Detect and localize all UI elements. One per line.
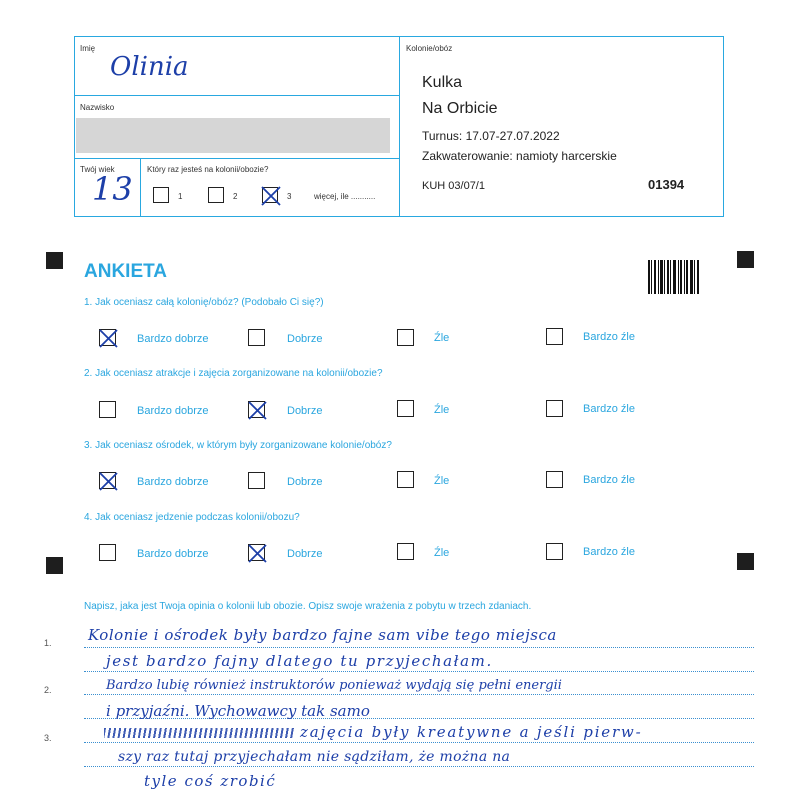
q3-checkbox-bardzo-dobrze[interactable] <box>99 472 116 489</box>
q3-label-bardzo-zle: Bardzo źle <box>583 474 635 486</box>
name-divider <box>74 95 400 96</box>
check-mark-icon <box>246 542 269 565</box>
q2-label-dobrze: Dobrze <box>287 405 323 417</box>
question-2: 2. Jak oceniasz atrakcje i zajęcia zorganizowane na kolonii/obozie? <box>84 368 383 379</box>
q2-checkbox-zle[interactable] <box>397 400 414 417</box>
corner-marker-bottom-right <box>737 553 754 570</box>
q3-label-zle: Źle <box>434 475 450 487</box>
question-1: 1. Jak oceniasz całą kolonię/obóz? (Podobało Ci się?) <box>84 297 324 308</box>
q2-checkbox-dobrze[interactable] <box>248 401 265 418</box>
corner-marker-top-right <box>737 251 754 268</box>
times-question: Który raz jesteś na kolonii/obozie? <box>147 165 269 174</box>
writing-line-2 <box>84 671 754 672</box>
q1-label-dobrze: Dobrze <box>287 333 323 345</box>
writing-line-3 <box>84 694 754 695</box>
q4-label-bardzo-dobrze: Bardzo dobrze <box>137 548 209 560</box>
q4-checkbox-bardzo-zle[interactable] <box>546 543 563 560</box>
handwritten-line-4: i przyjaźni. Wychowawcy tak samo <box>106 702 370 720</box>
writing-line-6 <box>84 766 754 767</box>
q1-checkbox-dobrze[interactable] <box>248 329 265 346</box>
q1-label-zle: Źle <box>434 332 450 344</box>
check-mark-icon <box>246 399 269 422</box>
q2-label-zle: Źle <box>434 404 450 416</box>
camp-name-1: Kulka <box>422 74 463 91</box>
name-value: Olinia <box>110 52 189 82</box>
handwritten-line-2: jest bardzo fajny dlatego tu przyjechałam. <box>106 652 493 670</box>
q3-checkbox-dobrze[interactable] <box>248 472 265 489</box>
times-checkbox-3[interactable] <box>262 187 278 203</box>
times-more: więcej, ile ........... <box>314 192 376 201</box>
scribble-strikeout <box>104 728 294 738</box>
check-mark-icon <box>97 470 120 493</box>
times-checkbox-1[interactable] <box>153 187 169 203</box>
check-mark-icon <box>260 185 282 207</box>
opinion-prompt: Napisz, jaka jest Twoja opinia o kolonii lub obozie. Opisz swoje wrażenia z pobytu w trzech zdaniach. <box>84 601 532 612</box>
handwritten-line-7: tyle coś zrobić <box>144 772 277 790</box>
q3-label-dobrze: Dobrze <box>287 476 323 488</box>
name-label: Imię <box>80 44 96 53</box>
q4-checkbox-dobrze[interactable] <box>248 544 265 561</box>
check-mark-icon <box>97 327 120 350</box>
q3-checkbox-bardzo-zle[interactable] <box>546 471 563 488</box>
q3-label-bardzo-dobrze: Bardzo dobrze <box>137 476 209 488</box>
surname-divider <box>74 158 400 159</box>
times-option-2: 2 <box>233 192 238 201</box>
camp-name-2: Na Orbicie <box>422 100 498 117</box>
camp-label: Kolonie/obóz <box>406 44 453 53</box>
line-number-2: 2. <box>44 685 52 695</box>
q4-label-dobrze: Dobrze <box>287 548 323 560</box>
turnus-text: Turnus: 17.07-27.07.2022 <box>422 129 560 143</box>
q3-checkbox-zle[interactable] <box>397 471 414 488</box>
corner-marker-top-left <box>46 252 63 269</box>
q2-checkbox-bardzo-zle[interactable] <box>546 400 563 417</box>
q2-checkbox-bardzo-dobrze[interactable] <box>99 401 116 418</box>
q4-label-bardzo-zle: Bardzo źle <box>583 546 635 558</box>
handwritten-line-1: Kolonie i ośrodek były bardzo fajne sam vibe tego miejsca <box>88 626 557 644</box>
handwritten-line-3: Bardzo lubię również instruktorów ponieważ wydają się pełni energii <box>106 678 562 693</box>
writing-line-5 <box>84 742 754 743</box>
accommodation-text: Zakwaterowanie: namioty harcerskie <box>422 149 617 163</box>
handwritten-line-5: zajęcia były kreatywne a jeśli pierw- <box>300 723 643 741</box>
surname-redaction <box>76 118 390 153</box>
age-value: 13 <box>92 170 133 208</box>
surname-label: Nazwisko <box>80 103 115 112</box>
survey-title: ANKIETA <box>84 261 168 282</box>
q2-label-bardzo-dobrze: Bardzo dobrze <box>137 405 209 417</box>
age-label: Twój wiek <box>80 165 115 174</box>
q1-label-bardzo-zle: Bardzo źle <box>583 331 635 343</box>
q2-label-bardzo-zle: Bardzo źle <box>583 403 635 415</box>
corner-marker-bottom-left <box>46 557 63 574</box>
question-4: 4. Jak oceniasz jedzenie podczas kolonii/obozu? <box>84 512 300 523</box>
q1-label-bardzo-dobrze: Bardzo dobrze <box>137 333 209 345</box>
q1-checkbox-bardzo-zle[interactable] <box>546 328 563 345</box>
q4-label-zle: Źle <box>434 547 450 559</box>
line-number-1: 1. <box>44 638 52 648</box>
form-number: 01394 <box>648 177 685 192</box>
q4-checkbox-zle[interactable] <box>397 543 414 560</box>
line-number-3: 3. <box>44 733 52 743</box>
q1-checkbox-zle[interactable] <box>397 329 414 346</box>
times-checkbox-2[interactable] <box>208 187 224 203</box>
question-3: 3. Jak oceniasz ośrodek, w którym były zorganizowane kolonie/obóz? <box>84 440 392 451</box>
age-divider <box>140 158 141 217</box>
barcode-icon <box>648 260 700 294</box>
q4-checkbox-bardzo-dobrze[interactable] <box>99 544 116 561</box>
times-option-3: 3 <box>287 192 292 201</box>
writing-line-1 <box>84 647 754 648</box>
q1-checkbox-bardzo-dobrze[interactable] <box>99 329 116 346</box>
handwritten-line-6: szy raz tutaj przyjechałam nie sądziłam, że można na <box>118 749 511 765</box>
times-option-1: 1 <box>178 192 183 201</box>
camp-code: KUH 03/07/1 <box>422 180 485 192</box>
